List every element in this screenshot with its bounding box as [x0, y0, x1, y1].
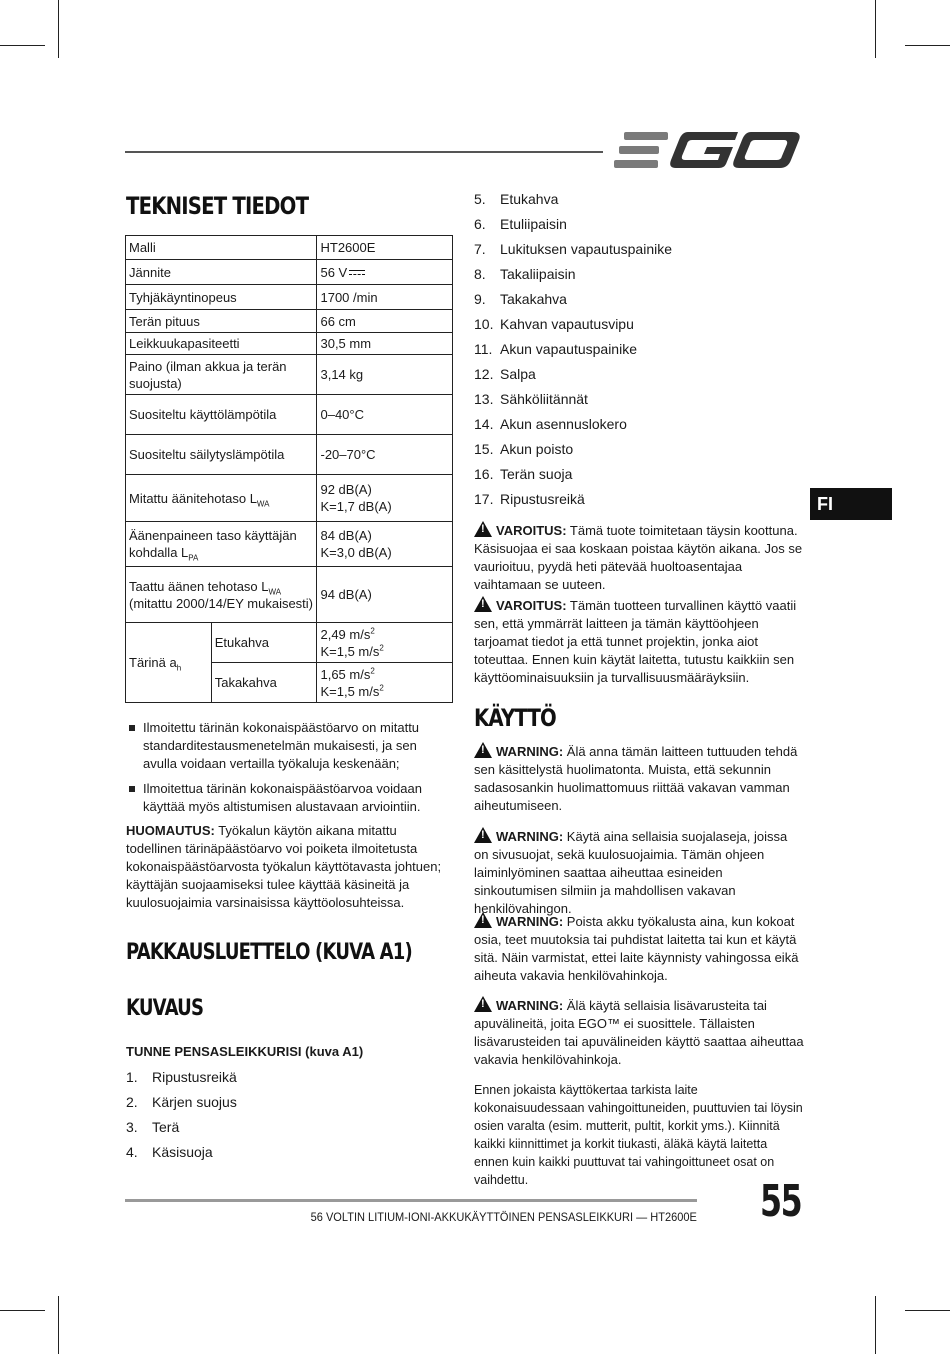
warning-triangle-icon [474, 742, 492, 758]
spec-row [126, 522, 453, 567]
part-number: 12. [474, 366, 494, 382]
value-line: 84 dB(A) [320, 528, 372, 543]
part-number: 14. [474, 416, 494, 432]
part-number: 16. [474, 466, 494, 482]
part-number: 13. [474, 391, 494, 407]
spec-value: 0–40°C [317, 395, 453, 435]
spec-value [317, 475, 453, 522]
value-line: K=1,5 m/s [320, 683, 380, 699]
warning-triangle-icon [474, 827, 492, 843]
warning-label: VAROITUS: [496, 523, 567, 538]
footer-text: 56 VOLTIN LITIUM-IONI-AKKUKÄYTTÖINEN PENSASLEIKKURI — HT2600E [310, 1210, 697, 1224]
part-item [474, 340, 637, 358]
dc-symbol-icon [349, 269, 365, 277]
part-number: 9. [474, 291, 486, 307]
part-item [474, 465, 572, 483]
value-line: K=1,7 dB(A) [320, 499, 392, 514]
warning-block [474, 596, 804, 687]
warning-block [474, 742, 804, 815]
spec-value [317, 663, 453, 703]
spec-label: Suositeltu käyttölämpötila [126, 395, 317, 435]
part-item [474, 490, 585, 508]
vibration-handle: Takakahva [211, 663, 317, 703]
spec-label: Suositeltu säilytyslämpötila [126, 435, 317, 475]
subscript: h [176, 663, 182, 673]
warning-block [474, 912, 804, 985]
part-name: Kahvan vapautusvipu [500, 316, 634, 332]
part-name: Akun vapautuspainike [500, 341, 637, 357]
part-number: 3. [126, 1119, 138, 1135]
vibration-handle: Etukahva [211, 623, 317, 663]
superscript: 2 [370, 666, 375, 676]
warning-block [474, 521, 804, 594]
part-item [126, 1118, 179, 1136]
part-number: 10. [474, 316, 494, 332]
warning-block [474, 827, 804, 918]
part-number: 2. [126, 1094, 138, 1110]
bullet-text: Ilmoitettua tärinän kokonaispäästöarvoa voidaan käyttää myös altistumisen alustavaan arviointiin. [143, 781, 422, 814]
header-rule [125, 151, 603, 153]
part-name: Lukituksen vapautuspainike [500, 241, 673, 257]
label-line: kohdalla L [129, 545, 189, 560]
part-item [474, 415, 627, 433]
spec-row [126, 285, 453, 310]
crop-mark [58, 0, 59, 58]
warning-triangle-icon [474, 596, 492, 612]
superscript: 2 [379, 683, 384, 693]
crop-mark [905, 1310, 950, 1311]
bullet-item [126, 780, 452, 816]
part-number: 11. [474, 341, 493, 357]
spec-label [126, 475, 317, 522]
part-item [474, 440, 573, 458]
part-name: Akun poisto [500, 441, 574, 457]
part-name: Takaliipaisin [500, 266, 576, 282]
spec-value: 94 dB(A) [317, 567, 453, 623]
spec-value: 66 cm [317, 310, 453, 333]
value-line: 1,65 m/s [320, 666, 371, 682]
vibration-label [126, 623, 212, 703]
part-number: 1. [126, 1069, 138, 1085]
subscript: WA [268, 587, 282, 597]
know-heading: TUNNE PENSASLEIKKURISI (kuva A1) [126, 1044, 364, 1059]
footer-rule [125, 1199, 697, 1202]
tech-heading: TEKNISET TIEDOT [126, 192, 309, 220]
spec-row [126, 475, 453, 522]
spec-row [126, 236, 453, 260]
warning-block [474, 996, 804, 1069]
warning-text: Käytä aina sellaisia suojalaseja, joissa on sivusuojat, sekä kuulosuojaimia. Tämän ohjeen laiminlyöminen saattaa aiheuttaa esineiden sinkoutumisen silmiin ja mahdollisen vakavan henkilövahingon. [474, 829, 788, 916]
part-number: 6. [474, 216, 486, 232]
voltage-text: 56 V [320, 264, 348, 280]
spec-row [126, 623, 453, 663]
spec-label: Terän pituus [126, 310, 317, 333]
part-name: Takakahva [500, 291, 567, 307]
spec-value [317, 623, 453, 663]
spec-row [126, 355, 453, 395]
sound-power-label: Mitattu äänitehotaso L [129, 490, 257, 506]
kaytto-heading: KÄYTTÖ [474, 704, 556, 732]
spec-row [126, 310, 453, 333]
inspection-paragraph: Ennen jokaista käyttökertaa tarkista laite kokonaisuudessaan vahingoittuneiden, puuttuvien tai löysin osien varalta (esim. mutterit, pultit, korkit yms.). Kiinnitä kaikki kiinnittimet ja korkit tiukasti, äläkä käytä laitetta ennen kuin kaikki puuttuvat tai vahingoittuneet osat on vaihdettu. [474, 1083, 803, 1187]
part-name: Terä [152, 1119, 180, 1135]
part-item [474, 215, 567, 233]
page-number: 55 [760, 1176, 802, 1227]
warning-triangle-icon [474, 912, 492, 928]
crop-mark [0, 45, 45, 46]
part-name: Etuliipaisin [500, 216, 567, 232]
part-number: 8. [474, 266, 486, 282]
spec-row [126, 333, 453, 355]
warning-label: WARNING: [496, 914, 564, 929]
spec-row [126, 260, 453, 285]
spec-label: Tyhjäkäyntinopeus [126, 285, 317, 310]
part-number: 15. [474, 441, 494, 457]
warning-label: WARNING: [496, 744, 564, 759]
spec-label: Paino (ilman akkua ja terän suojusta) [126, 355, 317, 395]
part-item [126, 1143, 213, 1161]
label-line: Taattu äänen tehotaso L [129, 578, 269, 594]
warning-text: Älä anna tämän laitteen tuttuuden tehdä sen käsittelystä huolimatonta. Muista, että sekunnin sadasosankin huolimattomuus riittää vakavan vamman aiheutumiseen. [474, 744, 798, 813]
part-name: Terän suoja [500, 466, 573, 482]
crop-mark [875, 1296, 876, 1354]
spec-value: HT2600E [317, 236, 453, 260]
crop-mark [875, 0, 876, 58]
part-name: Sähköliitännät [500, 391, 588, 407]
spec-value: 3,14 kg [317, 355, 453, 395]
packing-heading: PAKKAUSLUETTELO (KUVA A1) [126, 940, 412, 965]
ego-logo [614, 128, 802, 172]
note-paragraph [126, 822, 448, 912]
spec-table [125, 235, 453, 703]
warning-triangle-icon [474, 996, 492, 1012]
part-name: Etukahva [500, 191, 559, 207]
bullet-text: Ilmoitettu tärinän kokonaispäästöarvo on mitattu standarditestausmenetelmän mukaisesti, ja sen avulla voidaan vertailla työkaluja keskenään; [143, 720, 420, 771]
label-line: (mitattu 2000/14/EY mukaisesti) [129, 595, 314, 611]
part-item [474, 390, 588, 408]
part-number: 4. [126, 1144, 138, 1160]
part-item [474, 265, 575, 283]
warning-text: Poista akku työkalusta aina, kun kokoat osia, teet muutoksia tai puhdistat laitetta tai kun et käytä sitä. Näin varmistat, ettei laite käynnisty vahingossa eikä aiheuta vakavia henkilövahinkoja. [474, 914, 799, 983]
part-item [474, 240, 672, 258]
note-text: Työkalun käytön aikana mitattu todellinen tärinäpäästöarvo voi poiketa ilmoitetusta kokonaispäästöarvosta työkalun käyttötavasta johtuen; käyttäjän suojaamiseksi tulee käyttää käsineitä ja kuulosuojaimia varsinaisissa käyttöolosuhteissa. [126, 823, 442, 910]
subscript: PA [188, 553, 199, 563]
subscript: WA [256, 499, 270, 509]
warning-text: Älä käytä sellaisia lisävarusteita tai apuvälineitä, joita EGO™ ei suosittele. Tällaisten lisävarusteiden tai apuvälineiden käyttö saattaa aiheuttaa vakavia henkilövahinkoja. [474, 998, 804, 1067]
warning-label: WARNING: [496, 829, 564, 844]
warning-text: Tämän tuotteen turvallinen käyttö vaatii sen, että ymmärrät laitteen ja tämän käyttöohjeen tarjoamat tiedot ja että tunnet projektin, jonka aiot toteuttaa. Ennen kuin käytät laitetta, tutustu kaikkiin sen käyttöominaisuuksiin ja turvallisuusmääräyksiin. [474, 598, 797, 685]
bullet-square-icon [129, 786, 135, 792]
part-name: Akun asennuslokero [500, 416, 627, 432]
part-item [474, 190, 558, 208]
part-item [126, 1093, 237, 1111]
superscript: 2 [379, 643, 384, 653]
crop-mark [0, 1310, 45, 1311]
spec-value [317, 522, 453, 567]
crop-mark [905, 45, 950, 46]
spec-label [126, 567, 317, 623]
part-item [474, 315, 634, 333]
description-heading: KUVAUS [126, 996, 204, 1021]
warning-label: VAROITUS: [496, 598, 567, 613]
spec-row [126, 435, 453, 475]
language-tab: FI [810, 488, 892, 520]
label-line: Tärinä a [129, 655, 177, 670]
part-name: Salpa [500, 366, 536, 382]
value-line: 2,49 m/s [320, 626, 371, 642]
spec-label [126, 522, 317, 567]
value-line: 92 dB(A) [320, 482, 372, 497]
bullet-item [126, 719, 452, 773]
value-line: K=3,0 dB(A) [320, 545, 392, 560]
spec-value [317, 260, 453, 285]
part-item [474, 290, 567, 308]
part-name: Ripustusreikä [152, 1069, 237, 1085]
spec-value: 30,5 mm [317, 333, 453, 355]
superscript: 2 [370, 626, 375, 636]
part-number: 7. [474, 241, 486, 257]
note-label: HUOMAUTUS: [126, 823, 215, 838]
spec-row [126, 567, 453, 623]
warning-label: WARNING: [496, 998, 564, 1013]
bullet-square-icon [129, 725, 135, 731]
part-name: Ripustusreikä [500, 491, 585, 507]
spec-label: Malli [126, 236, 317, 260]
spec-label: Leikkuukapasiteetti [126, 333, 317, 355]
part-name: Käsisuoja [152, 1144, 213, 1160]
spec-value: -20–70°C [317, 435, 453, 475]
spec-value: 1700 /min [317, 285, 453, 310]
part-item [474, 365, 536, 383]
spec-label: Jännite [126, 260, 317, 285]
part-number: 17. [474, 491, 494, 507]
part-item [126, 1068, 237, 1086]
spec-row [126, 395, 453, 435]
label-line: Äänenpaineen taso käyttäjän [129, 528, 297, 543]
warning-text: Tämä tuote toimitetaan täysin koottuna. Käsisuojaa ei saa koskaan poistaa käytön aikana. Jos se vaurioituu, pyydä heti pätevää huoltoasentajaa vaihtamaan se uuteen. [474, 523, 803, 592]
part-number: 5. [474, 191, 486, 207]
crop-mark [58, 1296, 59, 1354]
value-line: K=1,5 m/s [320, 643, 380, 659]
warning-triangle-icon [474, 521, 492, 537]
part-name: Kärjen suojus [152, 1094, 237, 1110]
